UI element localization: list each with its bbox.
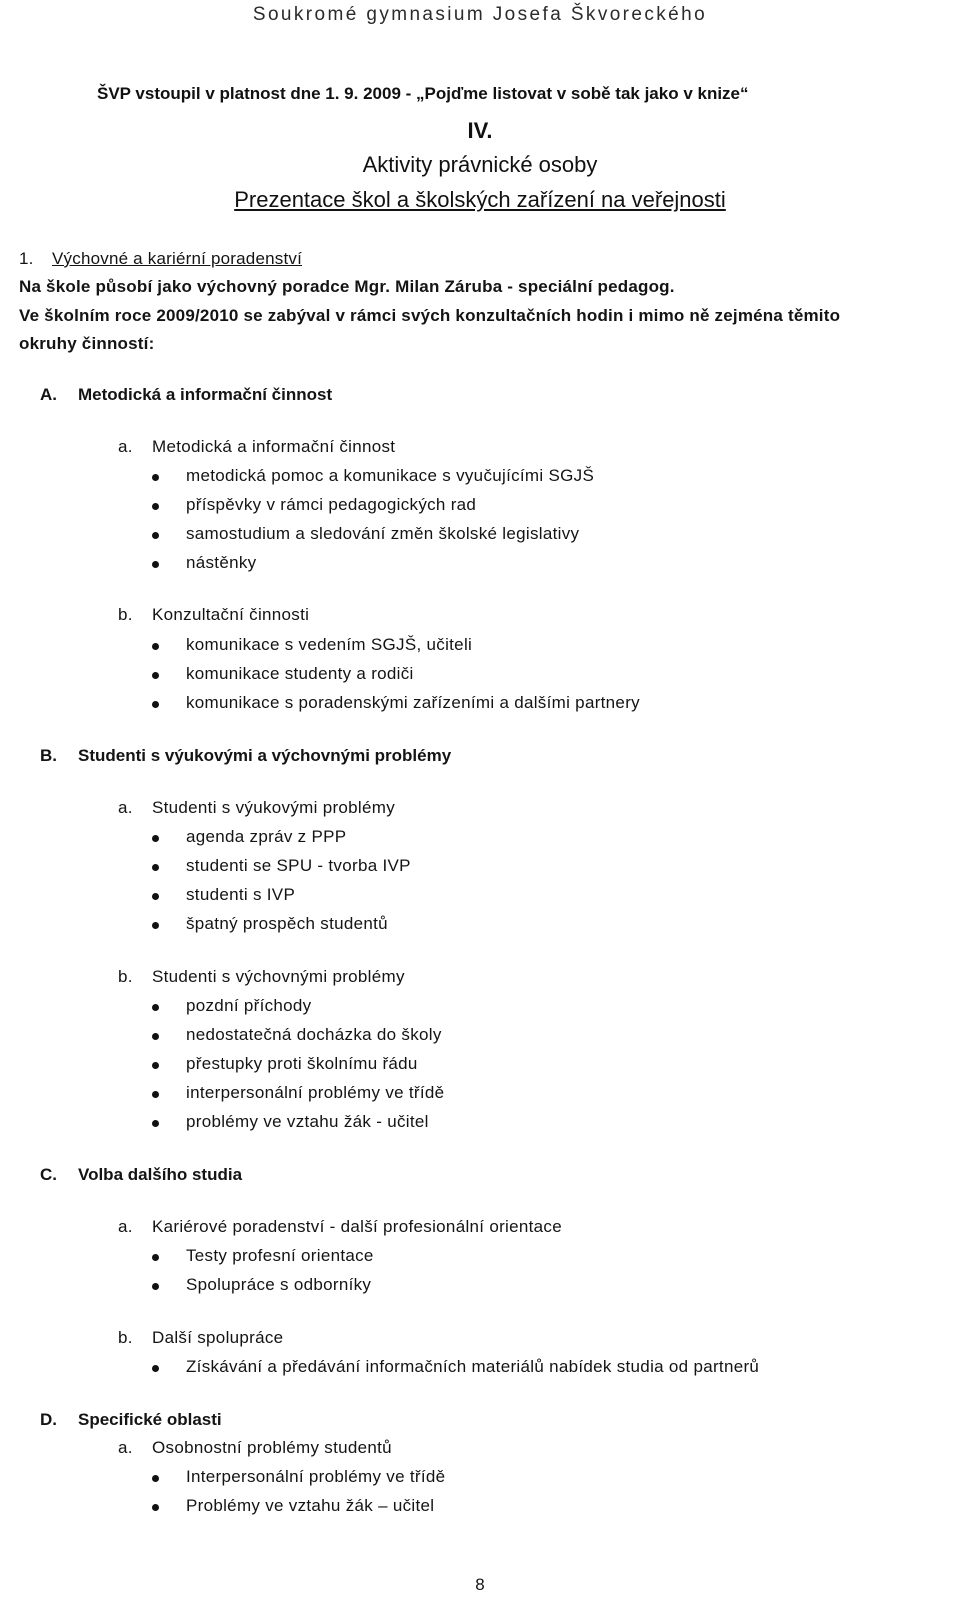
- running-header: Soukromé gymnasium Josefa Škvoreckého: [252, 4, 708, 25]
- bullet-icon: [152, 1004, 159, 1011]
- bullet-icon: [152, 893, 159, 900]
- bullet-icon: [152, 1475, 159, 1482]
- bullet-icon: [152, 1283, 159, 1290]
- subcategory-heading: [118, 1217, 562, 1237]
- category-title: Volba dalšího studia: [78, 1165, 243, 1184]
- subcategory-heading: [118, 605, 309, 625]
- intro-paragraph-line: Na škole působí jako výchovný poradce Mgr. Milan Záruba - speciální pedagog.: [19, 277, 675, 296]
- chapter-title: Aktivity právnické osoby: [362, 152, 598, 177]
- subcategory-letter: a.: [118, 798, 133, 817]
- bullet-icon: [152, 1033, 159, 1040]
- subcategory-heading: [118, 437, 395, 457]
- subcategory-title: Kariérové poradenství - další profesionální orientace: [152, 1217, 562, 1236]
- bullet-icon: [152, 835, 159, 842]
- bullet-icon: [152, 503, 159, 510]
- subcategory-title: Osobnostní problémy studentů: [152, 1438, 392, 1457]
- category-heading-c: [40, 1165, 242, 1185]
- bullet-icon: [152, 643, 159, 650]
- bullet-icon: [152, 474, 159, 481]
- category-title: Metodická a informační činnost: [78, 385, 333, 404]
- bullet-icon: [152, 1254, 159, 1261]
- page-number: 8: [475, 1575, 485, 1594]
- svp-note: ŠVP vstoupil v platnost dne 1. 9. 2009 - „Pojďme listovat v sobě tak jako v knize“: [97, 84, 749, 103]
- bullet-icon: [152, 922, 159, 929]
- bullet-icon: [152, 1120, 159, 1127]
- category-heading-d: [40, 1410, 222, 1430]
- subcategory-letter: b.: [118, 605, 133, 624]
- subcategory-heading: [118, 967, 405, 987]
- subcategory-title: Konzultační činnosti: [152, 605, 310, 624]
- bullet-icon: [152, 864, 159, 871]
- bullet-icon: [152, 1062, 159, 1069]
- subcategory-title: Studenti s výukovými problémy: [152, 798, 396, 817]
- section-number: 1.: [19, 249, 34, 268]
- chapter-number: IV.: [467, 118, 493, 143]
- category-heading-a: [40, 385, 332, 405]
- bullet-icon: [152, 1365, 159, 1372]
- intro-paragraph-line: Ve školním roce 2009/2010 se zabýval v rámci svých konzultačních hodin i mimo ně zejména těmito: [19, 306, 841, 325]
- subcategory-letter: a.: [118, 1217, 133, 1236]
- subcategory-heading: [118, 1328, 283, 1348]
- subcategory-title: Studenti s výchovnými problémy: [152, 967, 405, 986]
- subcategory-title: Metodická a informační činnost: [152, 437, 396, 456]
- chapter-subtitle: Prezentace škol a školských zařízení na veřejnosti: [234, 187, 726, 212]
- category-letter: A.: [40, 385, 57, 404]
- subcategory-heading: [118, 1438, 392, 1458]
- subcategory-letter: a.: [118, 1438, 133, 1457]
- bullet-icon: [152, 1091, 159, 1098]
- subcategory-letter: b.: [118, 1328, 133, 1347]
- category-letter: D.: [40, 1410, 57, 1429]
- subcategory-title: Další spolupráce: [152, 1328, 284, 1347]
- category-heading-b: [40, 746, 451, 766]
- category-letter: B.: [40, 746, 57, 765]
- category-title: Specifické oblasti: [78, 1410, 222, 1429]
- category-title: Studenti s výukovými a výchovnými problémy: [78, 746, 452, 765]
- bullet-icon: [152, 532, 159, 539]
- bullet-icon: [152, 1504, 159, 1511]
- section-heading: [19, 249, 302, 269]
- intro-paragraph-line: okruhy činností:: [19, 334, 155, 353]
- bullet-icon: [152, 672, 159, 679]
- subcategory-heading: [118, 798, 395, 818]
- bullet-icon: [152, 701, 159, 708]
- subcategory-letter: b.: [118, 967, 133, 986]
- subcategory-letter: a.: [118, 437, 133, 456]
- category-letter: C.: [40, 1165, 57, 1184]
- bullet-icon: [152, 561, 159, 568]
- section-title: Výchovné a kariérní poradenství: [52, 249, 303, 268]
